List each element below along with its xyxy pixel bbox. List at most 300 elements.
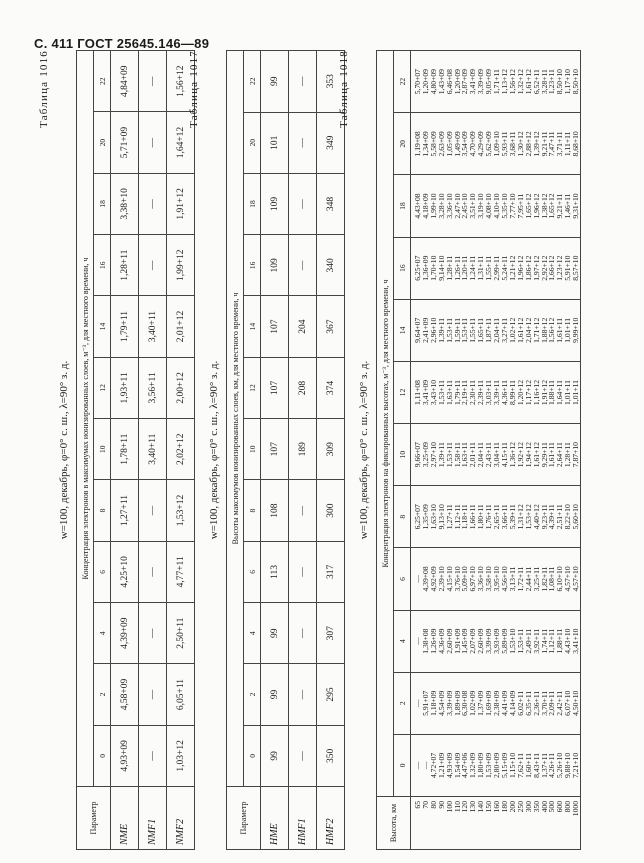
table-cell: 4,08+10 [484, 193, 494, 219]
table-cell: 1,17+10 [563, 69, 573, 95]
table-cell: 5,91+10 [563, 255, 573, 281]
table-cell: 1,61+12 [531, 442, 541, 468]
table-cell: 2,44+11 [523, 566, 533, 592]
table-cell: 2,04+11 [476, 442, 486, 468]
table-cell: — [420, 761, 430, 770]
table-cell: — [289, 173, 317, 234]
param-header: Параметр [227, 787, 261, 850]
hour-header: 16 [244, 235, 261, 296]
height-value: 100 [444, 801, 454, 813]
table-cell: 1,09+10 [492, 131, 502, 157]
table-cell: 4,15+11 [499, 442, 509, 468]
table-cell: 4,50+10 [571, 690, 581, 716]
table-cell: 2,49+11 [523, 628, 533, 654]
table-cell: 295 [317, 664, 345, 725]
value-column [411, 548, 581, 610]
table-cell: — [139, 480, 167, 541]
table-1016 [76, 50, 195, 850]
table-cell: 2,01+12 [167, 296, 195, 357]
hour-header: 4 [394, 610, 411, 672]
hour-header: 22 [394, 51, 411, 113]
table-cell: 1,23+12 [555, 255, 565, 281]
height-value: 200 [507, 801, 517, 813]
value-column [411, 424, 581, 486]
hour-header: 14 [394, 299, 411, 361]
table-cell: 4,39+08 [420, 566, 430, 592]
table-cell: 8,68+10 [571, 131, 581, 157]
table-cell: 1,38+12 [539, 193, 549, 219]
table-cell: 374 [317, 357, 345, 418]
table-cell: 1,01+11 [571, 380, 581, 405]
table-cell: 1,20+12 [515, 379, 525, 406]
table-cell: 4,29+09 [476, 131, 486, 157]
table-cell: 9,64+07 [413, 317, 422, 343]
table-cell: 4,80+09 [428, 69, 438, 95]
table-cell: 2,60+09 [444, 628, 454, 654]
table-cell: 7,87+10 [571, 442, 581, 468]
hour-header: 14 [244, 296, 261, 357]
table-cell: 2,50+11 [167, 603, 195, 664]
value-column [411, 175, 581, 237]
table-cell: 1,53+09 [484, 752, 494, 779]
table-cell: 3,70+11 [539, 690, 549, 716]
value-column [411, 361, 581, 423]
table-cell: 3,13+11 [507, 566, 517, 592]
heights-column [411, 797, 581, 850]
param-name: HMF1 [289, 787, 317, 850]
table-cell: 349 [317, 112, 345, 173]
table-cell: 4,77+11 [167, 541, 195, 602]
table-cell: 2,00+12 [167, 357, 195, 418]
table-cell: 1,87+11 [484, 317, 494, 343]
table-cell: 3,28+10 [436, 193, 446, 219]
table-cell: 8,99+11 [507, 380, 517, 405]
table-cell: 1,70+10 [428, 255, 438, 281]
hour-header: 20 [394, 113, 411, 175]
param-header: Параметр [77, 787, 111, 850]
table-cell: 5,39+11 [507, 504, 517, 530]
table-cell: 2,07+09 [468, 628, 478, 654]
table-cell: 1,61+12 [515, 317, 525, 343]
table-cell: 6,35+11 [523, 690, 533, 716]
table-cell: 5,35+10 [499, 193, 509, 219]
table-cell: 1,65+11 [476, 317, 486, 343]
table-cell: 2,42+11 [555, 690, 565, 716]
hour-header: 10 [394, 424, 411, 486]
table-cell: 6,30+08 [460, 690, 470, 716]
height-value: 65 [413, 801, 422, 809]
table-cell: — [139, 603, 167, 664]
table-cell: 5,91+07 [420, 690, 430, 716]
table-cell: 8,50+10 [571, 69, 581, 95]
table-cell: — [289, 51, 317, 113]
table-cell: 204 [289, 296, 317, 357]
table-cell: 1,69+09 [484, 690, 494, 716]
hour-header: 20 [94, 112, 111, 173]
table-cell: 5,24+11 [499, 255, 509, 281]
table-cell: 4,70+09 [468, 131, 478, 157]
height-value: 1000 [571, 801, 581, 817]
table-cell: 1,64+11 [555, 380, 565, 405]
table-subheader: Концентрация электронов на фиксированных высотах, м⁻³, для местного времени, ч [377, 51, 394, 797]
table-cell: 1,58+11 [452, 442, 462, 468]
table-cell: 1,61+12 [523, 69, 533, 95]
table-cell: 2,64+11 [555, 442, 565, 468]
table-cell: 4,47+06 [460, 752, 470, 779]
table-cell: 4,26+11 [547, 752, 557, 778]
table-cell: 7,21+10 [571, 752, 581, 779]
table-cell: 1,53+11 [515, 628, 525, 654]
hour-header: 12 [244, 357, 261, 418]
table-1017-caption: Таблица 1017 [188, 50, 200, 128]
table-cell: 1,91+12 [539, 379, 549, 406]
table-cell: 1,53+11 [436, 380, 446, 405]
hour-header: 6 [244, 541, 261, 602]
table-row [289, 51, 317, 850]
table-cell: 8,22+10 [563, 504, 573, 530]
table-cell: 6,05+11 [167, 664, 195, 725]
height-value: 140 [476, 801, 486, 813]
table-cell: 3,66+11 [499, 504, 509, 530]
table-cell: 367 [317, 296, 345, 357]
table-cell: 2,99+11 [492, 255, 502, 281]
table-cell: 8,50+10 [555, 69, 565, 95]
table-cell: 1,56+12 [167, 51, 195, 112]
table-cell: 9,31+10 [571, 193, 581, 219]
table-cell: 1,05+09 [444, 131, 454, 157]
table-cell: 2,19+11 [460, 380, 470, 405]
table-cell: 2,96+10 [428, 317, 438, 343]
table-cell: 2,97+10 [428, 442, 438, 468]
table-cell: 1,01+11 [563, 317, 573, 343]
table-cell: 99 [261, 725, 289, 786]
table-cell: 1,80+09 [476, 752, 486, 779]
table-cell: 99 [261, 664, 289, 725]
table-cell: 5,26+10 [555, 752, 565, 779]
height-value: 110 [452, 801, 462, 813]
table-cell: 1,28+11 [111, 235, 139, 296]
table-cell: 107 [261, 419, 289, 480]
table-cell: 6,25+07 [413, 504, 422, 530]
table-cell: 2,92+12 [539, 255, 549, 281]
table-cell: 113 [261, 541, 289, 602]
table-cell: 3,39+09 [476, 69, 486, 95]
height-value: 800 [563, 801, 573, 813]
table-cell: 3,40+11 [139, 296, 167, 357]
table-cell: 1,35+09 [420, 504, 430, 530]
hour-header: 20 [244, 112, 261, 173]
table-cell: 2,60+09 [476, 628, 486, 654]
table-cell: 2,04+11 [492, 317, 502, 343]
height-value: 600 [555, 801, 565, 813]
table-cell: 1,78+11 [111, 419, 139, 480]
table-cell: 4,15+10 [444, 566, 454, 592]
table-row [317, 51, 345, 850]
table-cell: 3,36+10 [476, 566, 486, 592]
table-cell: 1,76+11 [484, 504, 494, 530]
table-cell: 4,54+09 [436, 690, 446, 716]
hour-header: 10 [94, 419, 111, 480]
table-cell: 1,79+11 [452, 380, 462, 405]
table-cell: 3,39+09 [484, 628, 494, 654]
hour-header: 4 [244, 603, 261, 664]
table-cell: 1,55+11 [468, 317, 478, 343]
table-cell: 1,89+09 [452, 690, 462, 716]
table-cell: 1,92+12 [515, 442, 525, 468]
table-cell: 6,10+10 [555, 566, 565, 592]
table-cell: 1,32+12 [515, 69, 525, 95]
table-cell: 6,25+07 [413, 255, 422, 281]
table-cell: 1,15+10 [507, 752, 517, 779]
value-column [411, 672, 581, 734]
table-cell: 4,36+09 [436, 628, 446, 654]
table-cell: 9,21+11 [539, 131, 549, 157]
rotated-page-content [34, 50, 619, 850]
table-cell: 1,28+11 [444, 255, 454, 281]
table-cell: 4,93+09 [444, 752, 454, 779]
table-1017 [226, 50, 345, 850]
table-cell: 4,92+09 [428, 566, 438, 592]
table-cell: — [413, 761, 422, 770]
table-cell: 2,36+11 [531, 690, 541, 716]
table-cell: 2,41+09 [420, 317, 430, 343]
table-cell: — [139, 173, 167, 234]
table-cell: 4,72+07 [428, 752, 438, 779]
table-cell: 1,63+11 [444, 380, 454, 405]
table-1018 [376, 50, 581, 850]
table-cell: 3,19+10 [476, 193, 486, 219]
table-cell: 3,76+10 [452, 566, 462, 592]
table-cell: 1,63+11 [460, 442, 470, 468]
hour-header: 0 [94, 725, 111, 786]
table-cell: 1,66+11 [468, 504, 478, 530]
table-cell: 4,43+08 [413, 193, 422, 219]
table-cell: 6,52+11 [531, 69, 541, 95]
height-value: 500 [547, 801, 557, 813]
table-cell: 108 [261, 480, 289, 541]
table-cell: 6,46+08 [444, 69, 454, 95]
table-cell: 7,47+11 [547, 131, 557, 157]
table-cell: 3,03+11 [484, 380, 494, 405]
table-cell: 1,59+11 [452, 317, 462, 343]
table-cell: 1,16+12 [531, 379, 541, 406]
height-value: 120 [460, 801, 470, 813]
table-cell: 1,45+09 [460, 628, 470, 654]
table-row [167, 51, 195, 850]
table-cell: 8,57+10 [571, 255, 581, 281]
table-cell: 109 [261, 235, 289, 296]
table-cell: 1,36+12 [507, 442, 517, 468]
table-cell: 3,04+11 [492, 442, 502, 468]
table-cell: — [289, 235, 317, 296]
table-cell: — [139, 541, 167, 602]
table-cell: — [289, 664, 317, 725]
table-cell: 1,99+12 [167, 235, 195, 296]
table-cell: 5,58+09 [428, 131, 438, 157]
hour-header: 16 [394, 237, 411, 299]
table-cell: 1,39+11 [436, 442, 446, 468]
table-1016-caption: Таблица 1016 [38, 50, 50, 128]
table-cell: 2,47+10 [452, 193, 462, 219]
table-cell: 99 [261, 603, 289, 664]
table-cell: 4,39+11 [547, 504, 557, 530]
height-header: Высота, км [377, 797, 411, 850]
table-cell: 3,92+11 [531, 628, 541, 654]
table-cell: 4,25+10 [111, 541, 139, 602]
table-row [139, 51, 167, 850]
table-cell: 1,53+11 [444, 442, 454, 468]
hour-header: 4 [94, 603, 111, 664]
table-row [261, 51, 289, 850]
table-cell: 1,11+08 [413, 380, 422, 405]
table-cell: 1,39+11 [436, 317, 446, 343]
hour-header: 8 [244, 480, 261, 541]
table-cell: 3,41+09 [468, 69, 478, 95]
table-cell: 6,02+11 [515, 690, 525, 716]
hour-header: 10 [244, 419, 261, 480]
table-cell: 2,80+09 [492, 752, 502, 779]
hour-header: 6 [394, 548, 411, 610]
table-cell: 2,65+11 [492, 504, 502, 530]
table-cell: 5,62+09 [484, 131, 494, 157]
table-cell: 1,39+12 [531, 131, 541, 157]
table-cell: 7,77+10 [507, 193, 517, 219]
table-cell: 3,58+10 [484, 566, 494, 592]
value-column [411, 237, 581, 299]
table-cell: 2,45+10 [460, 193, 470, 219]
table-cell: 1,53+12 [167, 480, 195, 541]
table-cell: 1,53+11 [444, 317, 454, 343]
table-cell: 9,66+07 [413, 442, 422, 468]
table-cell: 4,41+09 [499, 690, 509, 716]
table-cell: 1,56+12 [507, 69, 517, 95]
table-cell: 1,80+11 [476, 504, 486, 530]
table-cell: 1,34+09 [420, 131, 430, 157]
table-cell: 1,99+10 [428, 193, 438, 219]
table-cell: 4,58+09 [111, 664, 139, 725]
table-cell: 3,41+09 [420, 379, 430, 406]
table-cell: 1,71+11 [492, 69, 502, 95]
param-name: NMF1 [139, 787, 167, 850]
hour-header: 12 [94, 357, 111, 418]
table-cell: 109 [261, 173, 289, 234]
table-cell: 9,14+10 [436, 255, 446, 281]
table-cell: 1,18+09 [428, 690, 438, 716]
table-cell: 1,37+09 [476, 690, 486, 716]
table-cell: 1,82+11 [539, 566, 549, 592]
value-column [411, 610, 581, 672]
table-cell: 3,56+11 [139, 357, 167, 418]
table-cell: 300 [317, 480, 345, 541]
param-name: HMF2 [317, 787, 345, 850]
table-cell: 1,30+12 [515, 131, 525, 157]
table-cell: 3,93+09 [492, 628, 502, 654]
height-value: 300 [523, 801, 533, 813]
table-cell: 1,97+12 [531, 255, 541, 281]
table-cell: 5,93+11 [499, 131, 509, 157]
table-cell: 340 [317, 235, 345, 296]
table-cell: 3,28+11 [539, 69, 549, 95]
table-cell: 1,28+11 [563, 442, 573, 468]
hour-header: 6 [94, 541, 111, 602]
height-value: 400 [539, 801, 549, 813]
table-cell: 1,61+11 [547, 442, 557, 468]
table-cell: 2,88+12 [523, 131, 533, 157]
table-cell: 1,96+12 [531, 193, 541, 219]
table-cell: 107 [261, 357, 289, 418]
table-cell: 1,21+09 [436, 752, 446, 779]
table-cell: 1,32+09 [468, 752, 478, 779]
table-cell: — [413, 575, 422, 583]
table-cell: 1,96+12 [515, 255, 525, 281]
hour-header: 12 [394, 361, 411, 423]
hour-header: 2 [244, 664, 261, 725]
table-cell: 1,23+11 [547, 69, 557, 95]
table-cell: 4,14+09 [507, 690, 517, 716]
table-cell: 1,27+11 [111, 480, 139, 541]
table-cell: — [139, 725, 167, 786]
table-cell: 1,43+09 [436, 69, 446, 95]
table-cell: 4,57+10 [563, 566, 573, 592]
table-cell: 1,19+08 [413, 131, 422, 157]
hour-header: 2 [394, 672, 411, 734]
table-cell: 3,38+10 [111, 173, 139, 234]
hour-header: 14 [94, 296, 111, 357]
table-cell: 1,88+11 [555, 628, 565, 654]
table-cell: 350 [317, 725, 345, 786]
table-cell: 1,18+11 [460, 504, 470, 530]
table-cell: 1,27+11 [444, 504, 454, 530]
table-cell: 3,27+11 [499, 317, 509, 343]
height-value: 130 [468, 801, 478, 813]
table-cell: 4,18+09 [420, 193, 430, 219]
table-cell: 1,36+09 [420, 255, 430, 281]
table-cell: — [139, 51, 167, 112]
table-cell: 1,60+11 [523, 752, 533, 778]
table-cell: 9,88+10 [563, 752, 573, 779]
height-value: 90 [436, 801, 446, 809]
value-column [411, 51, 581, 113]
table-cell: 1,20+09 [452, 69, 462, 95]
table-cell: 5,89+09 [499, 628, 509, 654]
table-cell: 2,63+09 [436, 131, 446, 157]
table-cell: 7,62+11 [515, 752, 525, 778]
table-cell: 1,74+11 [539, 628, 549, 654]
table-cell: 1,26+09 [428, 628, 438, 654]
table-cell: 8,43+11 [531, 752, 541, 778]
table-cell: 309 [317, 419, 345, 480]
table-row [111, 51, 139, 850]
hour-header: 18 [394, 175, 411, 237]
table-cell: 1,56+12 [547, 317, 557, 343]
table-cell: 1,08+11 [547, 566, 557, 592]
table-cell: 348 [317, 173, 345, 234]
table-cell: 9,23+11 [539, 504, 549, 530]
table-cell: — [139, 235, 167, 296]
table-cell: 1,01+11 [563, 380, 573, 405]
table-cell: 1,53+12 [523, 504, 533, 530]
table-cell: 4,36+11 [499, 380, 509, 405]
table-cell: — [289, 112, 317, 173]
param-name: NMF2 [167, 787, 195, 850]
table-cell: 1,64+12 [167, 112, 195, 173]
table-cell: 5,15+09 [499, 752, 509, 779]
table-1017-title: w=100, декабрь, φ=0° с. ш., λ=90° з. д. [208, 360, 220, 540]
table-cell: 1,88+12 [539, 317, 549, 343]
table-cell: 3,54+09 [460, 131, 470, 157]
table-cell: 189 [289, 419, 317, 480]
table-cell: 1,31+11 [476, 255, 486, 281]
